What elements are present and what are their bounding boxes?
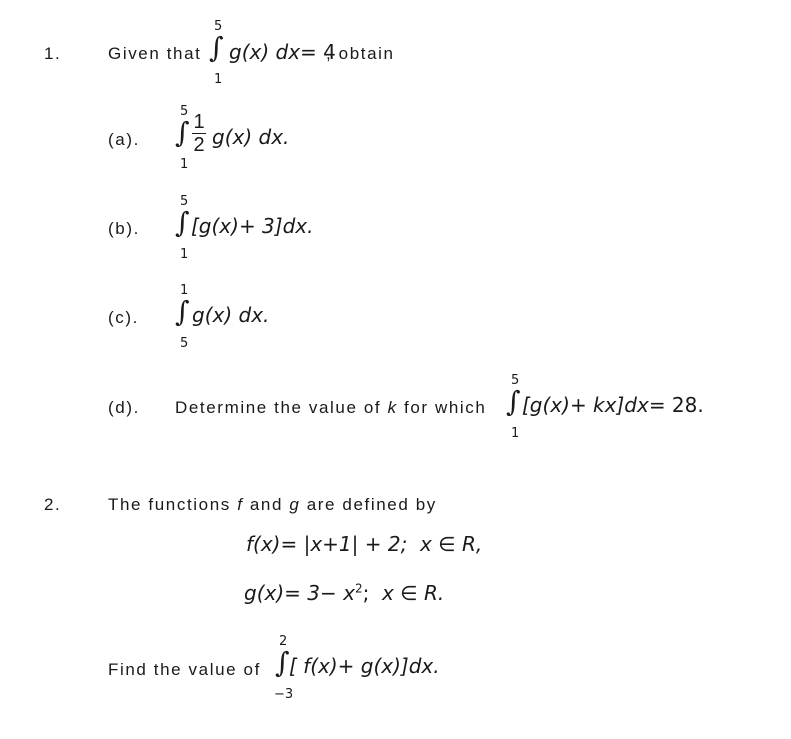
q1-intro-obtain: , obtain	[326, 44, 395, 63]
f-definition: f(x)= |x+1| + 2; x ∈ R,	[246, 532, 483, 556]
part-d-label: (d).	[108, 398, 140, 417]
q1-intro-upper-limit: 5	[214, 19, 223, 34]
part-a-label: (a).	[108, 130, 140, 149]
part-b-lower-limit: 1	[180, 247, 189, 262]
q2-find-text: Find the value of	[108, 660, 261, 679]
q1-intro-text: Given that	[108, 44, 202, 63]
q2-integrand: [ f(x)+ g(x)]dx.	[289, 654, 440, 678]
q1-intro-integrand: g(x) dx= 4	[229, 40, 336, 64]
q2-intro-text: The functions f and g are defined by	[108, 495, 437, 514]
part-c-integrand: g(x) dx.	[192, 303, 270, 327]
integral-sign: ∫	[175, 295, 190, 328]
part-a-integrand: g(x) dx.	[212, 125, 290, 149]
question-number-2: 2.	[44, 495, 62, 514]
part-c-label: (c).	[108, 308, 139, 327]
q2-upper-limit: 2	[279, 634, 288, 649]
q2-lower-limit: −3	[274, 687, 294, 702]
part-a-upper-limit: 5	[180, 104, 189, 119]
part-c-upper-limit: 1	[180, 283, 189, 298]
integral-sign: ∫	[275, 646, 290, 679]
part-c-lower-limit: 5	[180, 336, 189, 351]
part-a-lower-limit: 1	[180, 157, 189, 172]
integral-sign: ∫	[506, 385, 521, 418]
question-number-1: 1.	[44, 44, 62, 63]
part-d-lower-limit: 1	[511, 426, 520, 441]
part-b-integrand: [g(x)+ 3]dx.	[191, 214, 314, 238]
integral-sign: ∫	[175, 116, 190, 149]
part-d-text: Determine the value of k for which	[175, 398, 487, 417]
part-d-upper-limit: 5	[511, 373, 520, 388]
part-a-fraction: $\frac{1}{2}$	[193, 111, 205, 157]
g-definition: $g(x)= 3- x^2$; x ∈ R.	[244, 581, 445, 605]
part-b-label: (b).	[108, 219, 140, 238]
q1-intro-lower-limit: 1	[214, 72, 223, 87]
integral-sign: ∫	[175, 206, 190, 239]
part-d-integrand: [g(x)+ kx]dx= 28.	[522, 393, 704, 417]
part-b-upper-limit: 5	[180, 194, 189, 209]
integral-sign: ∫	[209, 31, 224, 64]
